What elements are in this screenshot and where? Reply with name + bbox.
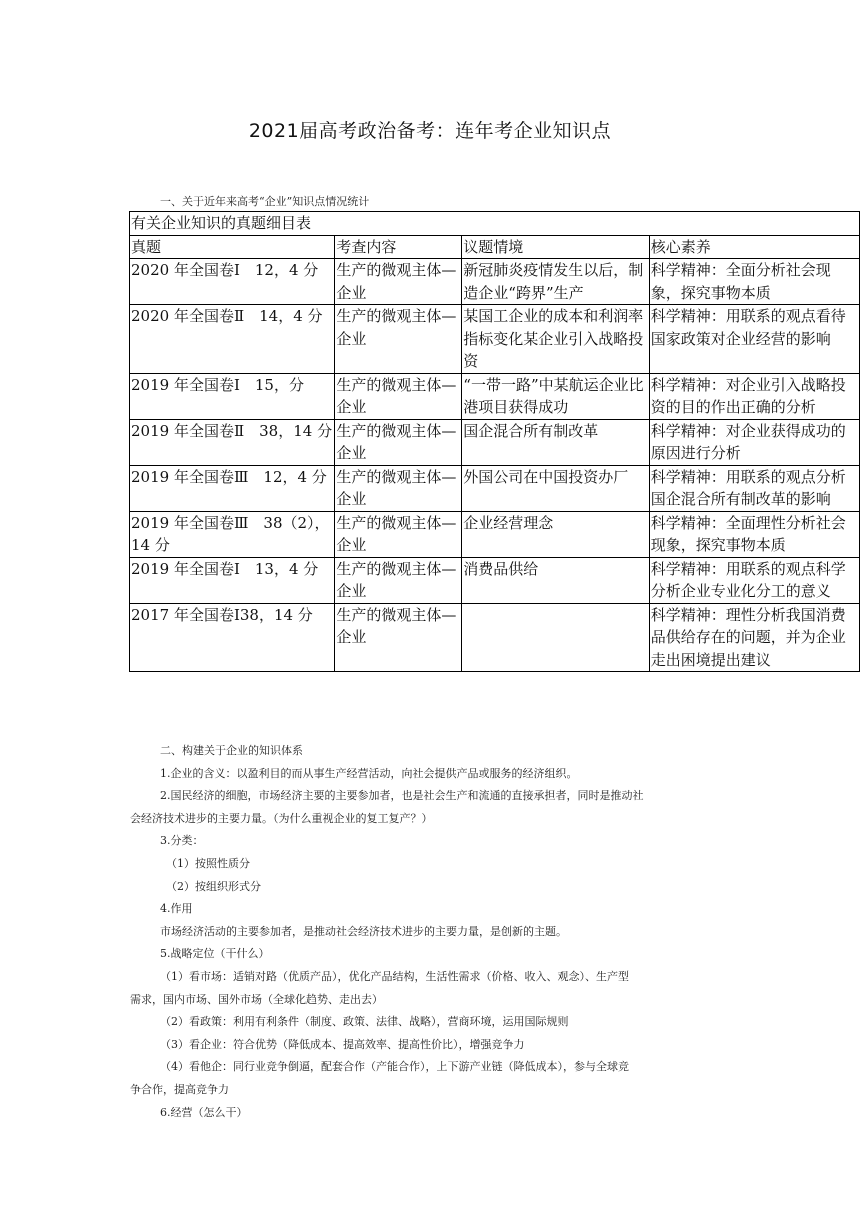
table-cell: 科学精神：用联系的观点科学分析企业专业化分工的意义 (649, 557, 859, 603)
paragraph: 需求，国内市场、国外市场（全球化趋势、走出去） (130, 992, 383, 1006)
table-cell: 2019 年全国卷Ⅲ 38（2），14 分 (130, 511, 335, 557)
table-cell: 2019 年全国卷Ⅱ 38，14 分 (130, 419, 335, 465)
table-cell: 外国公司在中国投资办厂 (462, 465, 650, 511)
table-row (130, 511, 860, 557)
section1-heading: 一、关于近年来高考“企业”知识点情况统计 (160, 195, 370, 208)
paragraph: 4.作用 (160, 902, 193, 916)
section2-heading: 二、构建关于企业的知识体系 (160, 744, 303, 757)
paragraph: 争合作，提高竞争力 (130, 1082, 229, 1096)
table-cell: 2017 年全国卷Ⅰ38，14 分 (130, 603, 335, 672)
table-cell: 生产的微观主体—企业 (335, 259, 462, 305)
document-title: 2021届高考政治备考：连年考企业知识点 (248, 120, 612, 142)
table-cell: 科学精神：理性分析我国消费品供给存在的问题，并为企业走出困境提出建议 (649, 603, 859, 672)
table-cell: 2020 年全国卷Ⅱ 14，4 分 (130, 305, 335, 374)
table-cell: 某国工企业的成本和利润率指标变化某企业引入战略投资 (462, 305, 650, 374)
table-cell: 科学精神：全面分析社会现象，探究事物本质 (649, 259, 859, 305)
table-cell: “一带一路”中某航运企业比港项目获得成功 (462, 373, 650, 419)
table-row (130, 305, 860, 374)
table-cell: 新冠肺炎疫情发生以后，制造企业“跨界”生产 (462, 259, 650, 305)
table-cell: 科学精神：对企业获得成功的原因进行分析 (649, 419, 859, 465)
paragraph: 2.国民经济的细胞，市场经济主要的主要参加者，也是社会生产和流通的直接承担者，同时是推动社 (160, 789, 644, 803)
table-cell: 企业经营理念 (462, 511, 650, 557)
table-row (130, 259, 860, 305)
table-row (130, 373, 860, 419)
table-row (130, 419, 860, 465)
header-cell: 核心素养 (649, 235, 859, 259)
paragraph: （2）看政策：利用有利条件（制度、政策、法律、战略），营商环境，运用国际规则 (160, 1015, 569, 1029)
table-cell (462, 603, 650, 672)
table-row (130, 557, 860, 603)
table-cell: 科学精神：全面理性分析社会现象，探究事物本质 (649, 511, 859, 557)
table-cell: 2020 年全国卷Ⅰ 12，4 分 (130, 259, 335, 305)
paragraph: 5.战略定位（干什么） (160, 947, 270, 961)
paragraph: 市场经济活动的主要参加者，是推动社会经济技术进步的主要力量，是创新的主题。 (160, 924, 567, 938)
paragraph: （2）按组织形式分 (166, 879, 261, 893)
paragraph: 1.企业的含义：以盈利目的而从事生产经营活动，向社会提供产品或服务的经济组织。 (160, 766, 578, 780)
paragraph: （3）看企业：符合优势（降低成本、提高效率、提高性价比），增强竞争力 (160, 1037, 525, 1051)
table-cell: 生产的微观主体—企业 (335, 373, 462, 419)
table-cell: 消费品供给 (462, 557, 650, 603)
paragraph: （1）按照性质分 (166, 856, 250, 870)
table-cell: 生产的微观主体—企业 (335, 603, 462, 672)
table-cell: 国企混合所有制改革 (462, 419, 650, 465)
table-cell: 生产的微观主体—企业 (335, 557, 462, 603)
table-row (130, 603, 860, 672)
table-cell: 生产的微观主体—企业 (335, 511, 462, 557)
header-cell: 真题 (130, 235, 335, 259)
paragraph: （1）看市场：适销对路（优质产品），优化产品结构，生活性需求（价格、收入、观念）、生产型 (160, 969, 629, 983)
table-cell: 生产的微观主体—企业 (335, 305, 462, 374)
header-cell: 考查内容 (335, 235, 462, 259)
table-cell: 科学精神：对企业引入战略投资的目的作出正确的分析 (649, 373, 859, 419)
table-caption-row (130, 212, 860, 236)
paragraph: 会经济技术进步的主要力量。（为什么重视企业的复工复产？） (130, 811, 433, 825)
exam-question-table (129, 211, 860, 672)
table-cell: 生产的微观主体—企业 (335, 465, 462, 511)
table-cell: 科学精神：用联系的观点看待国家政策对企业经营的影响 (649, 305, 859, 374)
table-cell: 2019 年全国卷Ⅰ 13，4 分 (130, 557, 335, 603)
table-header-row (130, 235, 860, 259)
table-cell: 生产的微观主体—企业 (335, 419, 462, 465)
knowledge-system-section (130, 740, 730, 1124)
paragraph: 6.经营（怎么干） (160, 1105, 248, 1119)
table-cell: 2019 年全国卷Ⅲ 12，4 分 (130, 465, 335, 511)
table-row (130, 465, 860, 511)
paragraph: （4）看他企：同行业竞争倒逼，配套合作（产能合作），上下游产业链（降低成本），参与全球竞 (160, 1060, 629, 1074)
header-cell: 议题情境 (462, 235, 650, 259)
table-caption: 有关企业知识的真题细目表 (130, 212, 860, 236)
table-cell: 2019 年全国卷Ⅰ 15，分 (130, 373, 335, 419)
paragraph: 3.分类： (160, 834, 204, 848)
table-cell: 科学精神：用联系的观点分析国企混合所有制改革的影响 (649, 465, 859, 511)
